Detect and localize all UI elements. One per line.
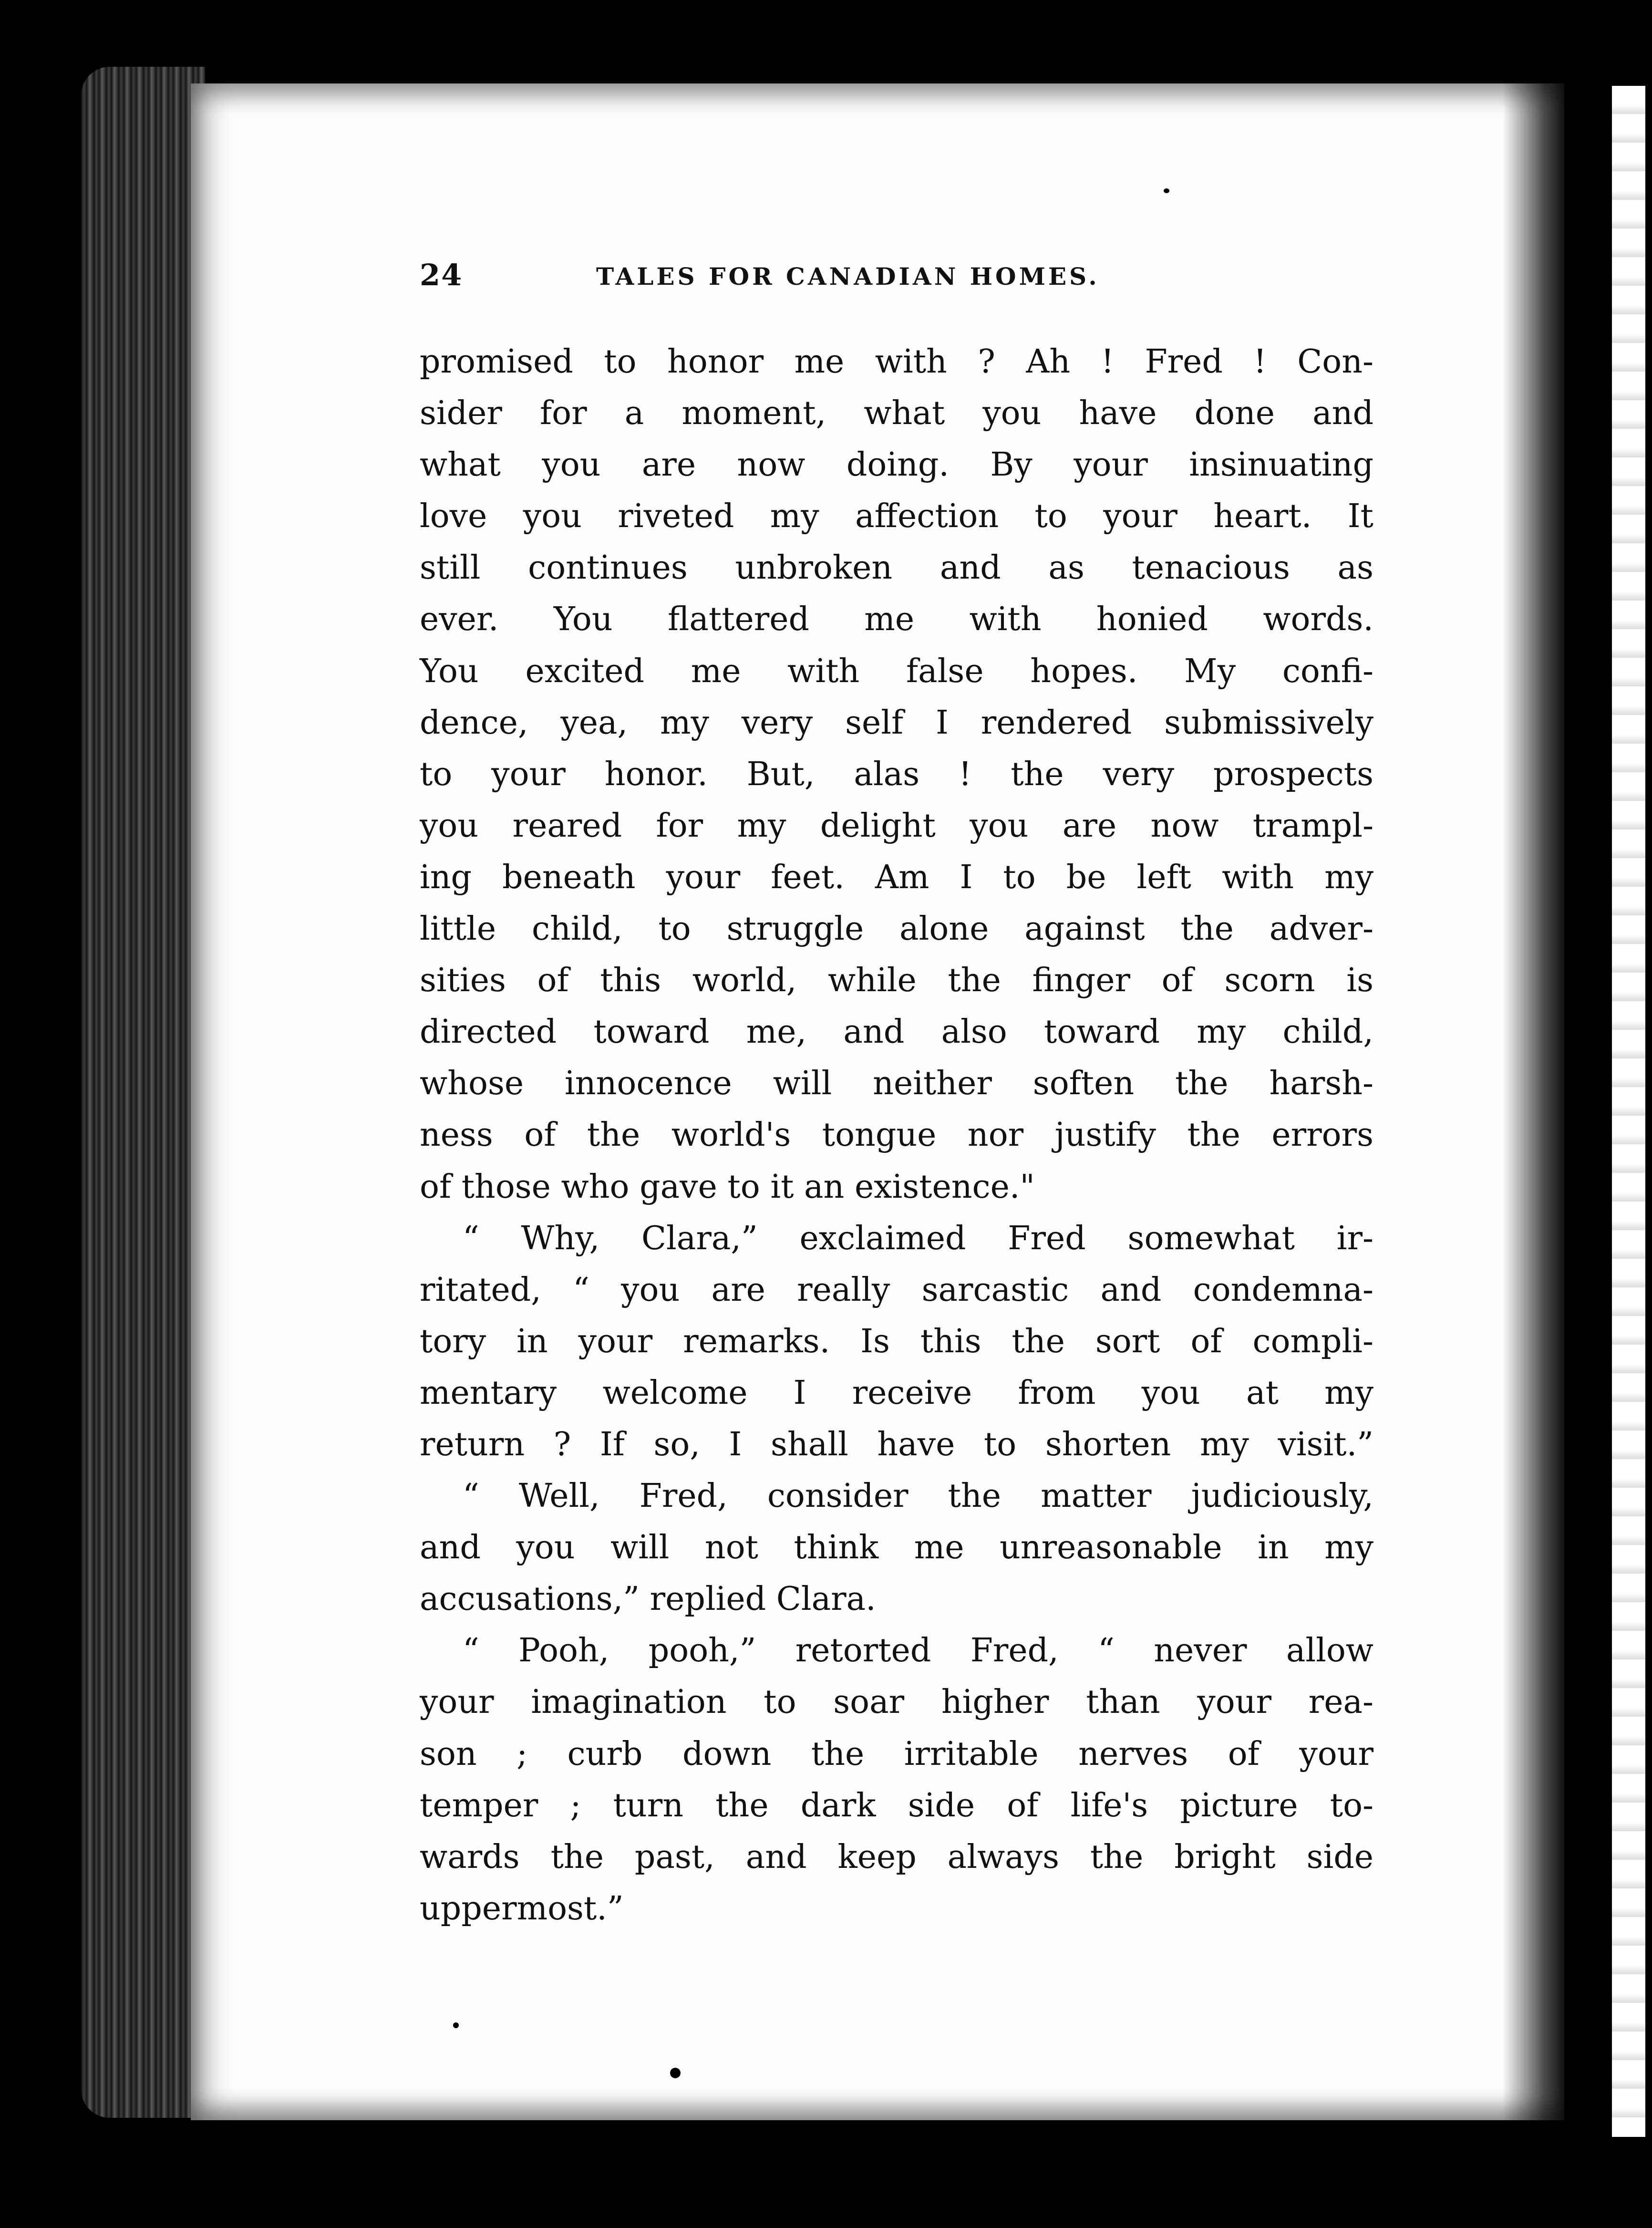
text-line: little child, to struggle alone against the adver- — [420, 910, 1373, 948]
text-line: temper ; turn the dark side of life's picture to- — [420, 1786, 1373, 1824]
text-line: you reared for my delight you are now trampl- — [420, 807, 1373, 845]
ink-speck — [1164, 188, 1169, 193]
text-line: directed toward me, and also toward my child, — [420, 1013, 1373, 1051]
text-line: accusations,” replied Clara. — [420, 1580, 876, 1618]
text-line: wards the past, and keep always the bright side — [420, 1838, 1373, 1876]
text-line: and you will not think me unreasonable in my — [420, 1529, 1373, 1567]
text-line: dence, yea, my very self I rendered submissively — [420, 704, 1373, 742]
text-line: love you riveted my affection to your heart. It — [420, 497, 1373, 536]
text-line: “ Why, Clara,” exclaimed Fred somewhat ir- — [463, 1219, 1373, 1257]
text-line: still continues unbroken and as tenacious as — [420, 549, 1373, 587]
text-line: sities of this world, while the finger of scorn is — [420, 962, 1373, 1000]
running-title: TALES FOR CANADIAN HOMES. — [596, 262, 1100, 290]
text-line: to your honor. But, alas ! the very prospects — [420, 755, 1373, 793]
page-right-edge-shadow — [1502, 72, 1607, 2170]
text-line: promised to honor me with ? Ah ! Fred ! Con- — [420, 343, 1373, 381]
ink-speck — [670, 2068, 681, 2078]
text-line: “ Pooh, pooh,” retorted Fred, “ never allow — [463, 1632, 1373, 1670]
text-line: of those who gave to it an existence." — [420, 1168, 1035, 1206]
text-line: ritated, “ you are really sarcastic and condemna- — [420, 1271, 1373, 1309]
text-line: ness of the world's tongue nor justify the errors — [420, 1116, 1373, 1154]
text-line: ever. You flattered me with honied words. — [420, 601, 1373, 639]
text-line: ing beneath your feet. Am I to be left with my — [420, 858, 1373, 896]
body-text — [420, 336, 1373, 1935]
ink-speck — [453, 2022, 459, 2028]
text-line: sider for a moment, what you have done and — [420, 394, 1373, 433]
text-line: whose innocence will neither soften the harsh- — [420, 1065, 1373, 1103]
text-line: return ? If so, I shall have to shorten my visit.” — [420, 1425, 1373, 1463]
page-number: 24 — [420, 258, 463, 292]
running-head — [420, 258, 1350, 296]
text-line: tory in your remarks. Is this the sort of compli- — [420, 1322, 1373, 1360]
text-line: “ Well, Fred, consider the matter judiciously, — [463, 1477, 1373, 1515]
text-line: uppermost.” — [420, 1889, 624, 1927]
text-line: You excited me with false hopes. My confi- — [420, 652, 1373, 690]
text-line: your imagination to soar higher than your rea- — [420, 1683, 1373, 1721]
text-line: mentary welcome I receive from you at my — [420, 1374, 1373, 1412]
text-line: son ; curb down the irritable nerves of your — [420, 1735, 1373, 1773]
page-fore-edge — [1612, 86, 1645, 2137]
book-spine-shadow — [81, 67, 205, 2118]
text-line: what you are now doing. By your insinuating — [420, 446, 1373, 484]
